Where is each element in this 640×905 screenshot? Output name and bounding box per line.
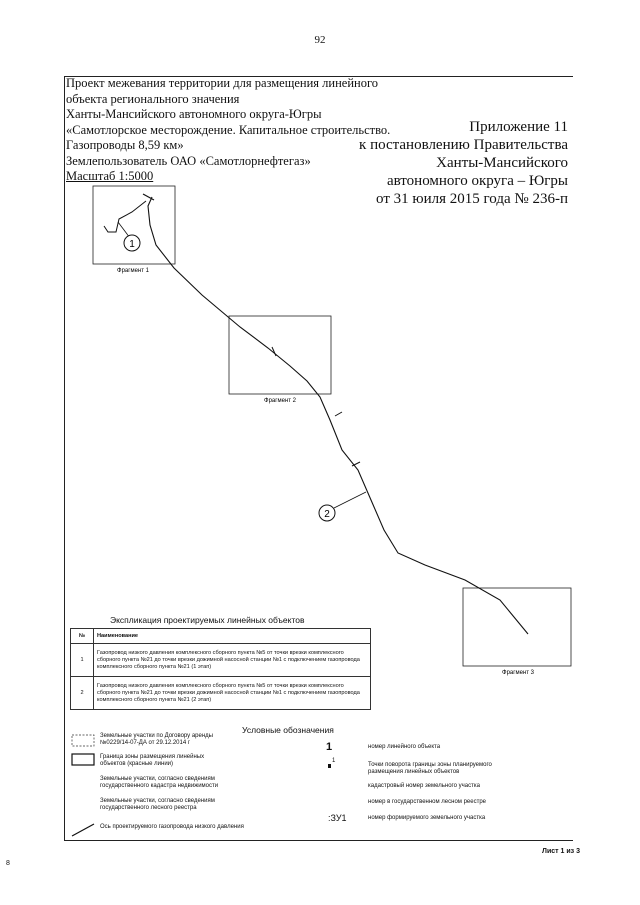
fragment-2-frame (229, 316, 331, 394)
appendix-line-2: к постановлению Правительства (359, 137, 568, 153)
project-line-6: Землепользователь ОАО «Самотлорнефтегаз» (66, 153, 311, 168)
row-2-text: Газопровод низкого давления комплексного сборного пункта №5 от точки врезки комплексного сборного пункта №21 до точки врезки дожимной насосной станции №1 с подключением газопровода комплексного сборного пункта №21 (2 этап) (94, 677, 371, 710)
legend-right-1-text: номер линейного объекта (368, 744, 441, 750)
legend-right-2-text: Точки поворота границы зоны планируемого размещения линейных объектов (368, 762, 492, 775)
margin-mark: 8 (6, 860, 10, 867)
table-header-num: № (71, 629, 94, 644)
pipeline-branch (104, 201, 146, 232)
fragment-2-label: Фрагмент 2 (264, 398, 296, 404)
pipeline-axis (148, 197, 528, 634)
table-header-row (71, 629, 371, 644)
fragment-3-label: Фрагмент 3 (502, 670, 534, 676)
legend-left-1: Земельные участки по Договору аренды №0229/14-07-ДА от 29.12.2014 г (100, 733, 213, 746)
marker-2-label: 2 (324, 509, 330, 520)
legend-right-5-symbol: :ЗУ1 (328, 813, 347, 823)
legend-zone-boundary-symbol (72, 754, 94, 765)
appendix-line-5: от 31 юиля 2015 года № 236-п (376, 191, 568, 207)
legend-right-1-symbol: 1 (326, 741, 333, 753)
legend-right-2-symbol: 1 (332, 758, 336, 764)
project-line-4: «Самотлорское месторождение. Капитальное строительство. (66, 122, 391, 137)
row-1-text: Газопровод низкого давления комплексного сборного пункта №5 от точки врезки комплексного сборного пункта №21 до точки врезки дожимной насосной станции №1 с подключением газопровода комплексного сборного пункта №21 (1 этап) (94, 644, 371, 677)
table-row (71, 644, 371, 677)
legend-axis-symbol (72, 824, 94, 836)
row-2-num: 2 (71, 677, 94, 710)
project-line-2: объекта регионального значения (66, 91, 240, 106)
appendix-line-4: автономного округа – Югры (386, 173, 568, 189)
legend-left-4: Земельные участки, согласно сведениям государственного лесного реестра (100, 798, 215, 811)
project-line-1: Проект межевания территории для размещения линейного (66, 76, 379, 90)
legend-lease-symbol (72, 735, 94, 746)
explication-title: Экспликация проектируемых линейных объектов (110, 615, 305, 625)
row-1-num: 1 (71, 644, 94, 677)
legend-left-3: Земельные участки, согласно сведениям государственного кадастра недвижимости (100, 776, 219, 789)
marker-1-label: 1 (129, 239, 135, 250)
table-header-name: Наименование (94, 629, 371, 644)
table-row (71, 677, 371, 710)
legend-right-5-text: номер формируемого земельного участка (368, 815, 486, 821)
explication-table (70, 628, 371, 710)
page-number: 92 (314, 34, 326, 46)
legend-left-5: Ось проектируемого газопровода низкого давления (100, 824, 244, 830)
legend-title: Условные обозначения (242, 725, 334, 735)
fragment-3-frame (463, 588, 571, 666)
project-line-3: Ханты-Мансийского автономного округа-Югры (66, 107, 322, 121)
legend-right-3-text: кадастровый номер земельного участка (368, 783, 480, 789)
appendix-line-1: Приложение 11 (469, 119, 568, 135)
appendix-line-3: Ханты-Мансийского (436, 155, 568, 171)
fragment-1-frame (93, 186, 175, 264)
fragment-1-label: Фрагмент 1 (117, 268, 149, 274)
legend-right-4-text: номер в государственном лесном реестре (368, 799, 487, 805)
project-line-5: Газопроводы 8,59 км» (66, 138, 184, 152)
sheet-number: Лист 1 из 3 (542, 848, 580, 855)
legend-left-2: Граница зоны размещения линейных объектов (красные линии) (100, 754, 205, 767)
project-scale: Масштаб 1:5000 (66, 169, 154, 183)
legend-turn-point-symbol (328, 764, 331, 768)
